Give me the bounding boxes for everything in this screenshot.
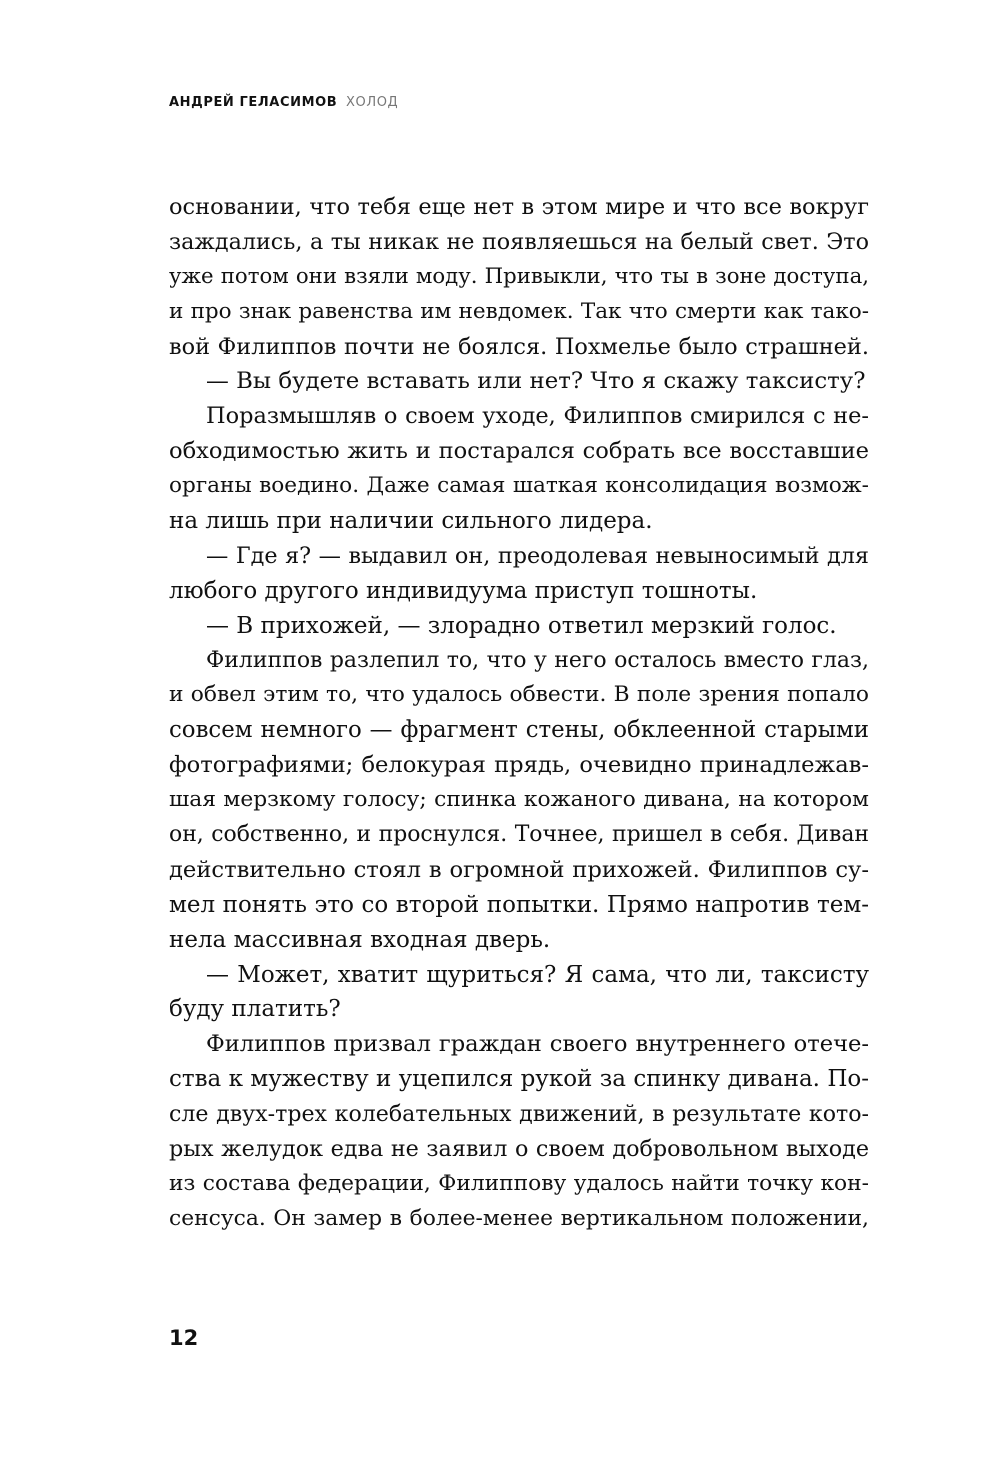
body-text (169, 190, 869, 1237)
text-line: и про знак равенства им невдомек. Так что смерти как тако- (169, 298, 869, 324)
text-line: органы воедино. Даже самая шаткая консолидация возмож- (169, 473, 869, 499)
text-line: на лишь при наличии сильного лидера. (169, 508, 653, 535)
text-line: сенсуса. Он замер в более-менее вертикальном положении, (169, 1205, 869, 1231)
text-line: любого другого индивидуума приступ тошноты. (169, 577, 758, 604)
text-line: уже потом они взяли моду. Привыкли, что ты в зоне доступа, (169, 263, 869, 289)
text-line: заждались, а ты никак не появляешься на белый свет. Это (169, 228, 869, 255)
text-line: совсем немного — фрагмент стены, обклеенной старыми (169, 717, 869, 744)
text-line: вой Филиппов почти не боялся. Похмелье было страшней. (169, 333, 869, 360)
text-line: и обвел этим то, что удалось обвести. В поле зрения попало (169, 682, 869, 708)
running-head-title: ХОЛОД (346, 95, 399, 110)
text-line: действительно стоял в огромной прихожей. Филиппов су- (169, 856, 869, 883)
text-line: фотографиями; белокурая прядь, очевидно принадлежав- (169, 752, 869, 779)
text-line: — Где я? — выдавил он, преодолевая невыносимый для (206, 542, 869, 569)
text-line: нела массивная входная дверь. (169, 926, 551, 953)
text-line: — Вы будете вставать или нет? Что я скажу таксисту? (206, 368, 866, 395)
text-line: рых желудок едва не заявил о своем добровольном выходе (169, 1136, 869, 1163)
text-line: Поразмышляв о своем уходе, Филиппов смирился с не- (206, 403, 869, 430)
text-line: обходимостью жить и постарался собрать все восставшие (169, 438, 869, 465)
text-line: из состава федерации, Филиппову удалось найти точку кон- (169, 1170, 869, 1196)
text-line: шая мерзкому голосу; спинка кожаного дивана, на котором (169, 787, 869, 813)
page-number: 12 (169, 1326, 199, 1350)
text-line: он, собственно, и проснулся. Точнее, пришел в себя. Диван (169, 822, 869, 848)
text-line: Филиппов призвал граждан своего внутреннего отече- (206, 1031, 869, 1058)
text-line: Филиппов разлепил то, что у него осталось вместо глаз, (206, 647, 869, 673)
text-line: — В прихожей, — злорадно ответил мерзкий голос. (206, 612, 837, 639)
text-line: сле двух-трех колебательных движений, в результате кото- (169, 1101, 869, 1128)
text-line: — Может, хватит щуриться? Я сама, что ли, таксисту (206, 961, 869, 988)
text-line: ства к мужеству и уцепился рукой за спинку дивана. По- (169, 1066, 869, 1093)
text-line: буду платить? (169, 996, 341, 1023)
text-line: мел понять это со второй попытки. Прямо напротив тем- (169, 891, 869, 918)
running-head-author: АНДРЕЙ ГЕЛАСИМОВ (169, 95, 338, 110)
running-head (169, 95, 398, 110)
text-line: основании, что тебя еще нет в этом мире и что все вокруг (169, 194, 869, 220)
